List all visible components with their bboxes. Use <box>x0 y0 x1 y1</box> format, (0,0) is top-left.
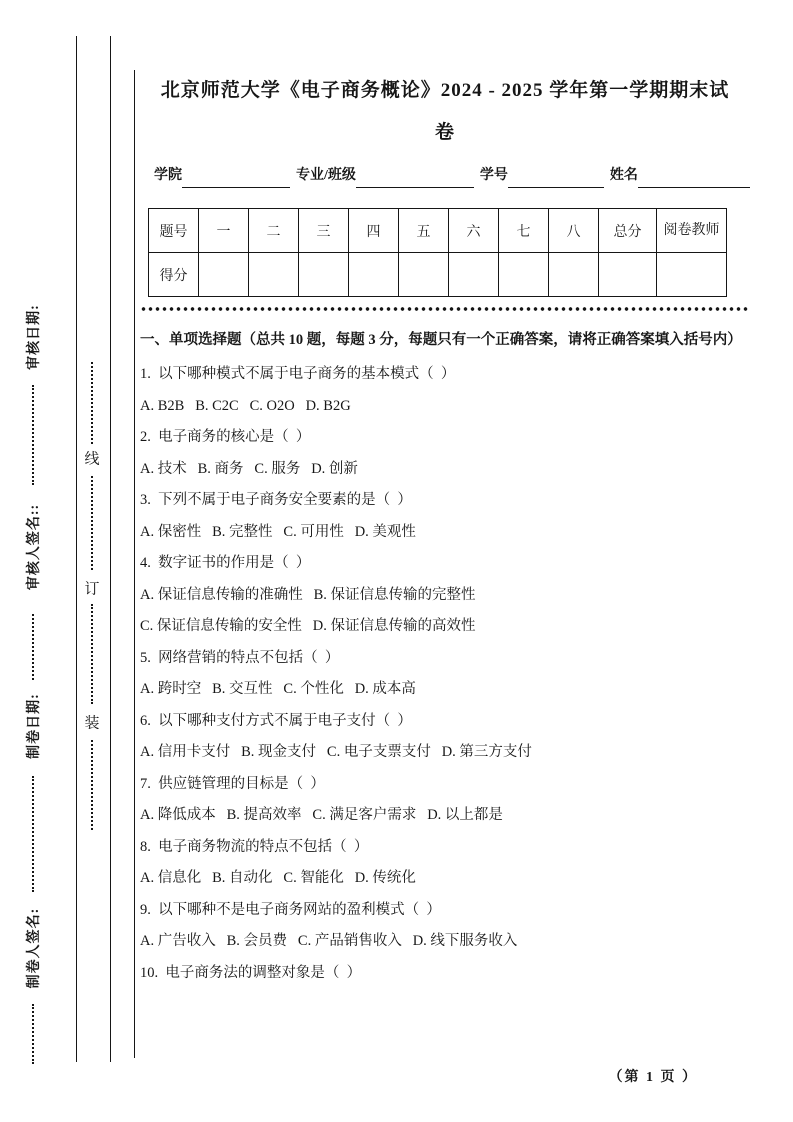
question-stem: 7. 供应链管理的目标是（ ） <box>140 775 325 792</box>
question-options: A. 保密性 B. 完整性 C. 可用性 D. 美观性 <box>140 523 416 540</box>
exam-content <box>140 70 750 995</box>
seal-line-right <box>110 36 111 1062</box>
student-id-blank <box>508 172 604 188</box>
binding-char-line: 线 <box>84 451 100 468</box>
score-table-empty-cell <box>599 253 657 297</box>
info-label-college: 学院 <box>154 168 182 183</box>
exam-title-line2: 卷 <box>434 122 455 143</box>
margin-dotted-line <box>32 1004 34 1064</box>
name-blank <box>638 172 750 188</box>
score-table <box>148 208 727 297</box>
binding-dotted-line <box>91 476 93 570</box>
score-table-empty-cell <box>399 253 449 297</box>
margin-label-reviewer-signature: 审核人签名:: <box>27 503 42 591</box>
content-border-line <box>134 70 135 1058</box>
margin-label-paper-date: 制卷日期: <box>27 693 42 759</box>
question-stem: 8. 电子商务物流的特点不包括（ ） <box>140 838 369 855</box>
question-options: A. 降低成本 B. 提高效率 C. 满足客户需求 D. 以上都是 <box>140 807 503 823</box>
question-stem: 9. 以下哪种不是电子商务网站的盈利模式（ ） <box>140 901 441 918</box>
binding-dotted-line <box>91 740 93 830</box>
score-table-empty-cell <box>449 253 499 297</box>
exam-title-line1: 北京师范大学《电子商务概论》2024 - 2025 学年第一学期期末试 <box>160 80 730 101</box>
score-table-empty-cell <box>657 253 727 297</box>
score-table-empty-cell <box>249 253 299 297</box>
info-label-student-id: 学号 <box>479 168 508 183</box>
seal-line-left <box>76 36 77 1062</box>
student-info-line <box>140 164 750 188</box>
question-stem: 10. 电子商务法的调整对象是（ ） <box>140 964 362 981</box>
page-number: （第 1 页 ） <box>608 1070 698 1085</box>
score-table-cell-score-label: 得分 <box>149 253 199 297</box>
score-table-cell-2: 二 <box>249 209 299 253</box>
score-table-cell-4: 四 <box>349 209 399 253</box>
college-blank <box>182 172 290 188</box>
margin-label-review-date: 审核日期: <box>27 304 42 370</box>
score-table-cell-7: 七 <box>499 209 549 253</box>
margin-dotted-line <box>32 385 34 485</box>
question-options: A. 广告收入 B. 会员费 C. 产品销售收入 D. 线下服务收入 <box>140 933 518 949</box>
score-table-cell-8: 八 <box>549 209 599 253</box>
score-table-cell-5: 五 <box>399 209 449 253</box>
score-table-header-row <box>149 209 727 253</box>
margin-label-paper-maker-signature: 制卷人签名: <box>27 907 42 989</box>
score-table-cell-question-no: 题号 <box>149 209 199 253</box>
score-table-score-row <box>149 253 727 297</box>
question-options: A. 技术 B. 商务 C. 服务 D. 创新 <box>140 460 358 477</box>
dotted-separator <box>140 306 750 312</box>
score-table-cell-total: 总分 <box>599 209 657 253</box>
score-table-cell-grader: 阅卷教师 <box>657 209 727 253</box>
section-one-heading: 一、单项选择题（总共 10 题，每题 3 分，每题只有一个正确答案，请将正确答案填入括号内） <box>140 332 742 348</box>
binding-char-staple: 订 <box>84 581 100 598</box>
question-options: A. 跨时空 B. 交互性 C. 个性化 D. 成本高 <box>140 681 416 697</box>
score-table-empty-cell <box>349 253 399 297</box>
question-stem: 1. 以下哪种模式不属于电子商务的基本模式（ ） <box>140 366 456 382</box>
question-options: A. 信用卡支付 B. 现金支付 C. 电子支票支付 D. 第三方支付 <box>140 744 532 760</box>
question-options: A. B2B B. C2C C. O2O D. B2G <box>140 397 351 414</box>
question-stem: 2. 电子商务的核心是（ ） <box>140 429 311 445</box>
score-table-cell-3: 三 <box>299 209 349 253</box>
margin-dotted-line <box>32 776 34 892</box>
info-label-name: 姓名 <box>609 168 638 183</box>
score-table-cell-6: 六 <box>449 209 499 253</box>
binding-dotted-line <box>91 604 93 704</box>
question-options: C. 保证信息传输的安全性 D. 保证信息传输的高效性 <box>140 618 476 634</box>
major-class-blank <box>356 172 474 188</box>
question-options: A. 信息化 B. 自动化 C. 智能化 D. 传统化 <box>140 870 416 886</box>
exam-title <box>140 70 750 154</box>
question-stem: 3. 下列不属于电子商务安全要素的是（ ） <box>140 492 412 508</box>
question-stem: 4. 数字证书的作用是（ ） <box>140 555 311 571</box>
score-table-empty-cell <box>299 253 349 297</box>
score-table-empty-cell <box>499 253 549 297</box>
score-table-empty-cell <box>199 253 249 297</box>
question-list <box>140 365 750 983</box>
binding-char-bind: 装 <box>84 715 100 732</box>
score-table-cell-1: 一 <box>199 209 249 253</box>
question-stem: 6. 以下哪种支付方式不属于电子支付（ ） <box>140 712 412 729</box>
margin-dotted-line <box>32 614 34 680</box>
info-label-major-class: 专业/班级 <box>296 168 356 183</box>
score-table-empty-cell <box>549 253 599 297</box>
question-stem: 5. 网络营销的特点不包括（ ） <box>140 649 340 666</box>
binding-dotted-line <box>91 362 93 444</box>
question-options: A. 保证信息传输的准确性 B. 保证信息传输的完整性 <box>140 586 476 603</box>
